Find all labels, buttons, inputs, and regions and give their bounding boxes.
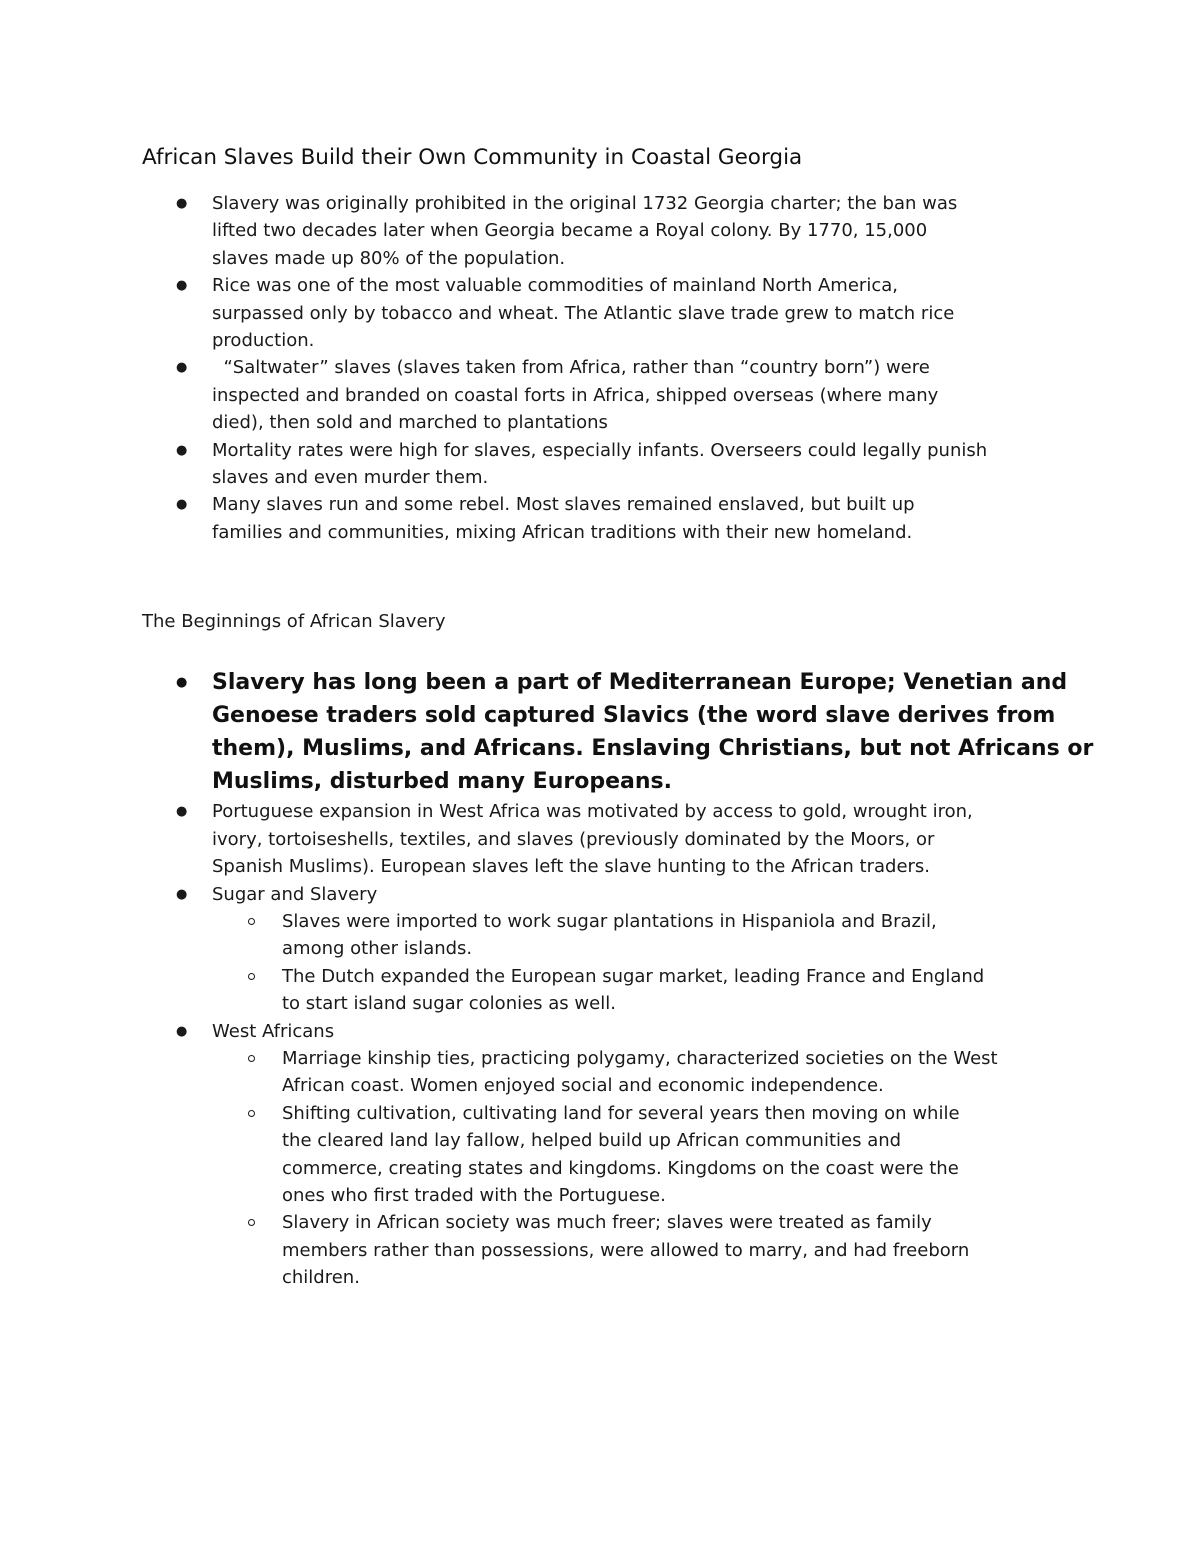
text-line: Mortality rates were high for slaves, especially infants. Overseers could legally punish: [212, 439, 988, 461]
text-line: inspected and branded on coastal forts in Africa, shipped overseas (where many: [212, 384, 939, 406]
list-item: [212, 1045, 1072, 1100]
list-item: [212, 1100, 1072, 1210]
sugar-sublist: [142, 908, 1072, 1018]
text-line: slaves and even murder them.: [212, 467, 489, 489]
circle-bullet-icon: [248, 973, 255, 980]
text-line: production.: [212, 330, 315, 352]
text-line: them), Muslims, and Africans. Enslaving Christians, but not Africans or: [212, 736, 1094, 762]
text-line: to start island sugar colonies as well.: [282, 993, 616, 1015]
text-line: died), then sold and marched to plantations: [212, 412, 608, 434]
text-line: among other islands.: [282, 938, 473, 960]
circle-bullet-icon: [248, 1055, 255, 1062]
text-line: Muslims, disturbed many Europeans.: [212, 769, 672, 795]
list-item: [212, 908, 1072, 963]
bullet-icon: ●: [176, 497, 188, 513]
list-item: [212, 1209, 1072, 1291]
text-line: the cleared land lay fallow, helped build up African communities and: [282, 1130, 902, 1152]
text-line: slaves made up 80% of the population.: [212, 247, 566, 269]
text-line: Genoese traders sold captured Slavics (the word slave derives from: [212, 703, 1056, 729]
list-item: [142, 491, 1072, 546]
text-line: Portuguese expansion in West Africa was motivated by access to gold, wrought iron,: [212, 801, 973, 823]
bullet-icon: ●: [176, 1023, 188, 1039]
text-line: Rice was one of the most valuable commodities of mainland North America,: [212, 275, 898, 297]
text-line: Slavery in African society was much freer; slaves were treated as family: [282, 1212, 932, 1234]
document-page: [142, 140, 1094, 1292]
list-item: [142, 437, 1072, 492]
west-africans-label: West Africans: [212, 1020, 335, 1042]
text-line: Marriage kinship ties, practicing polygamy, characterized societies on the West: [282, 1047, 998, 1069]
text-line: children.: [282, 1267, 360, 1289]
text-line: Slaves were imported to work sugar plantations in Hispaniola and Brazil,: [282, 910, 937, 932]
text-line: The Dutch expanded the European sugar market, leading France and England: [282, 965, 985, 987]
circle-bullet-icon: [248, 918, 255, 925]
section-1-title: African Slaves Build their Own Community in Coastal Georgia: [142, 145, 803, 170]
text-line: African coast. Women enjoyed social and economic independence.: [282, 1075, 884, 1097]
text-line: Many slaves run and some rebel. Most slaves remained enslaved, but built up: [212, 494, 915, 516]
text-line: “Saltwater” slaves (slaves taken from Africa, rather than “country born”) were: [212, 357, 930, 379]
section-2-bullet-list: [142, 666, 1094, 1291]
circle-bullet-icon: [248, 1110, 255, 1117]
list-item: [142, 1018, 1072, 1292]
bullet-icon: ●: [176, 196, 188, 211]
text-line: members rather than possessions, were allowed to marry, and had freeborn: [282, 1239, 970, 1261]
bullet-icon: ●: [176, 886, 188, 902]
list-item: [142, 190, 1072, 272]
text-line: surpassed only by tobacco and wheat. The Atlantic slave trade grew to match rice: [212, 302, 955, 324]
text-line: families and communities, mixing African traditions with their new homeland.: [212, 521, 913, 543]
text-line: Spanish Muslims). European slaves left the slave hunting to the African traders.: [212, 856, 931, 878]
text-line: ones who first traded with the Portuguese.: [282, 1184, 666, 1206]
bullet-icon: ●: [176, 804, 188, 820]
list-item: [142, 354, 1072, 436]
text-line: commerce, creating states and kingdoms. Kingdoms on the coast were the: [282, 1157, 959, 1179]
list-item: [142, 798, 1072, 880]
text-line: lifted two decades later when Georgia became a Royal colony. By 1770, 15,000: [212, 220, 928, 242]
text-line: Shifting cultivation, cultivating land for several years then moving on while: [282, 1102, 960, 1124]
west-africans-sublist: [142, 1045, 1072, 1292]
list-item: [142, 666, 1094, 798]
bullet-icon: ●: [176, 675, 188, 691]
text-line: ivory, tortoiseshells, textiles, and slaves (previously dominated by the Moors, or: [212, 828, 935, 850]
list-item: [212, 963, 1072, 1018]
bullet-icon: ●: [176, 360, 188, 376]
bullet-icon: ●: [176, 442, 188, 458]
list-item: [142, 881, 1072, 1018]
section-1-bullet-list: [142, 190, 1072, 546]
bullet-icon: ●: [176, 278, 188, 294]
section-2-title: The Beginnings of African Slavery: [142, 611, 446, 633]
list-item: [142, 272, 1072, 354]
circle-bullet-icon: [248, 1219, 255, 1226]
text-line: Slavery was originally prohibited in the original 1732 Georgia charter; the ban was: [212, 193, 958, 214]
sugar-label: Sugar and Slavery: [212, 883, 378, 905]
text-line: Slavery has long been a part of Mediterranean Europe; Venetian and: [212, 670, 1068, 696]
